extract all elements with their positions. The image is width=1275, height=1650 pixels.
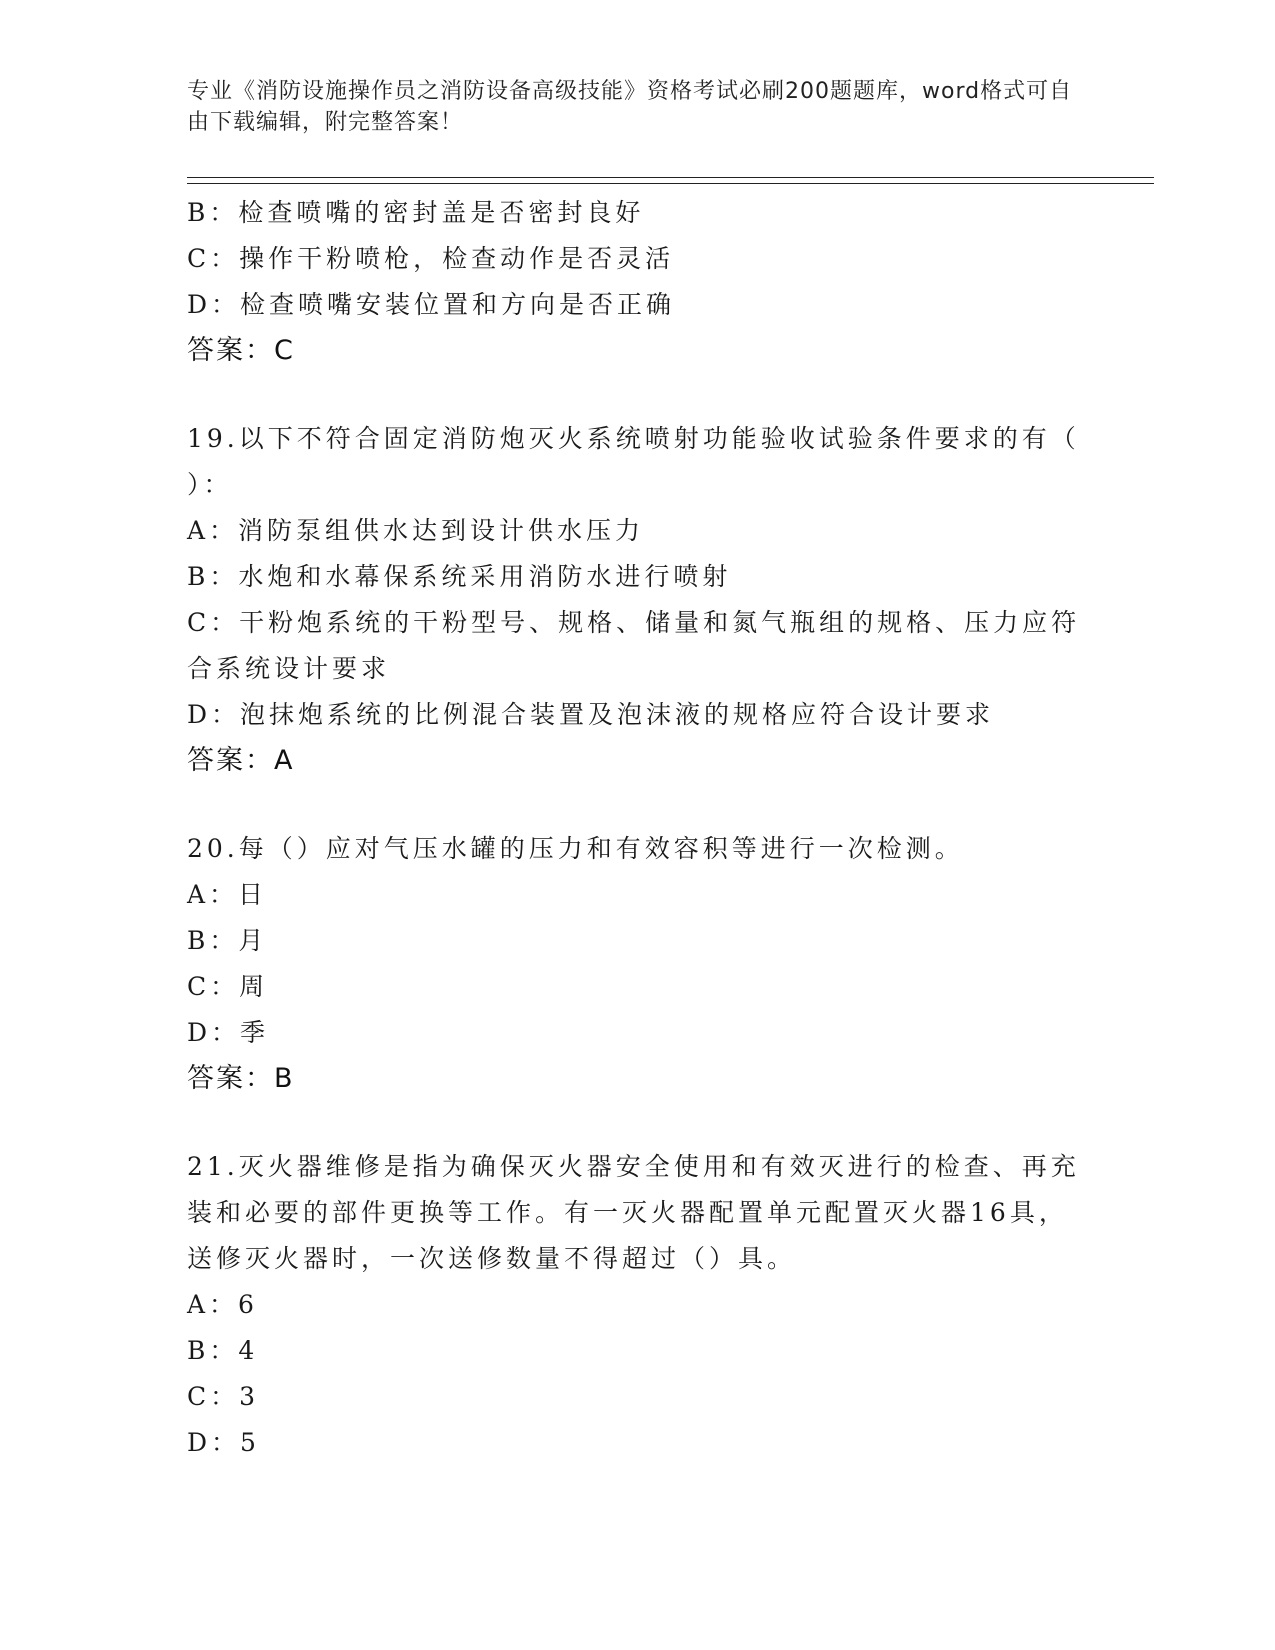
option-c-cont: 合系统设计要求 [187,654,391,683]
option-c: C：干粉炮系统的干粉型号、规格、储量和氮气瓶组的规格、压力应符 [187,608,1081,637]
option-a: A：6 [187,1290,258,1319]
answer: 答案：B [187,1063,295,1094]
option-b: B：月 [187,926,268,955]
document-header: 专业《消防设施操作员之消防设备高级技能》资格考试必刷200题题库，word格式可自由下载编辑，附完整答案！ [187,79,1073,135]
option-d: D：检查喷嘴安装位置和方向是否正确 [187,290,676,319]
document-body [187,190,1087,1466]
question-21 [187,1144,1087,1466]
question-19 [187,416,1087,784]
spacer [187,374,1087,416]
spacer [187,1102,1087,1144]
option-b: B：水炮和水幕保系统采用消防水进行喷射 [187,562,732,591]
option-a: A：消防泵组供水达到设计供水压力 [187,516,645,545]
answer: 答案：A [187,745,295,776]
question-18-tail [187,190,1087,374]
option-b: B：检查喷嘴的密封盖是否密封良好 [187,198,645,227]
question-20 [187,826,1087,1102]
answer: 答案：C [187,335,295,366]
spacer [187,784,1087,826]
question-stem-cont: ）： [187,470,233,499]
option-c: C：周 [187,972,269,1001]
header-rule-bottom [187,183,1154,184]
option-a: A：日 [187,880,268,909]
option-d: D：泡抹炮系统的比例混合装置及泡沫液的规格应符合设计要求 [187,700,995,729]
option-d: D：季 [187,1018,270,1047]
option-c: C：3 [187,1382,260,1411]
question-stem: 21.灭火器维修是指为确保灭火器安全使用和有效灭进行的检查、再充 [187,1152,1080,1181]
question-stem-cont: 装和必要的部件更换等工作。有一灭火器配置单元配置灭火器16具， [187,1198,1068,1227]
option-d: D：5 [187,1428,260,1457]
question-stem: 19.以下不符合固定消防炮灭火系统喷射功能验收试验条件要求的有（ [187,424,1080,453]
question-stem-cont: 送修灭火器时，一次送修数量不得超过（）具。 [187,1244,797,1273]
question-stem: 20.每（）应对气压水罐的压力和有效容积等进行一次检测。 [187,834,964,863]
header-rule-top [187,177,1154,178]
option-b: B：4 [187,1336,259,1365]
option-c: C：操作干粉喷枪，检查动作是否灵活 [187,244,675,273]
